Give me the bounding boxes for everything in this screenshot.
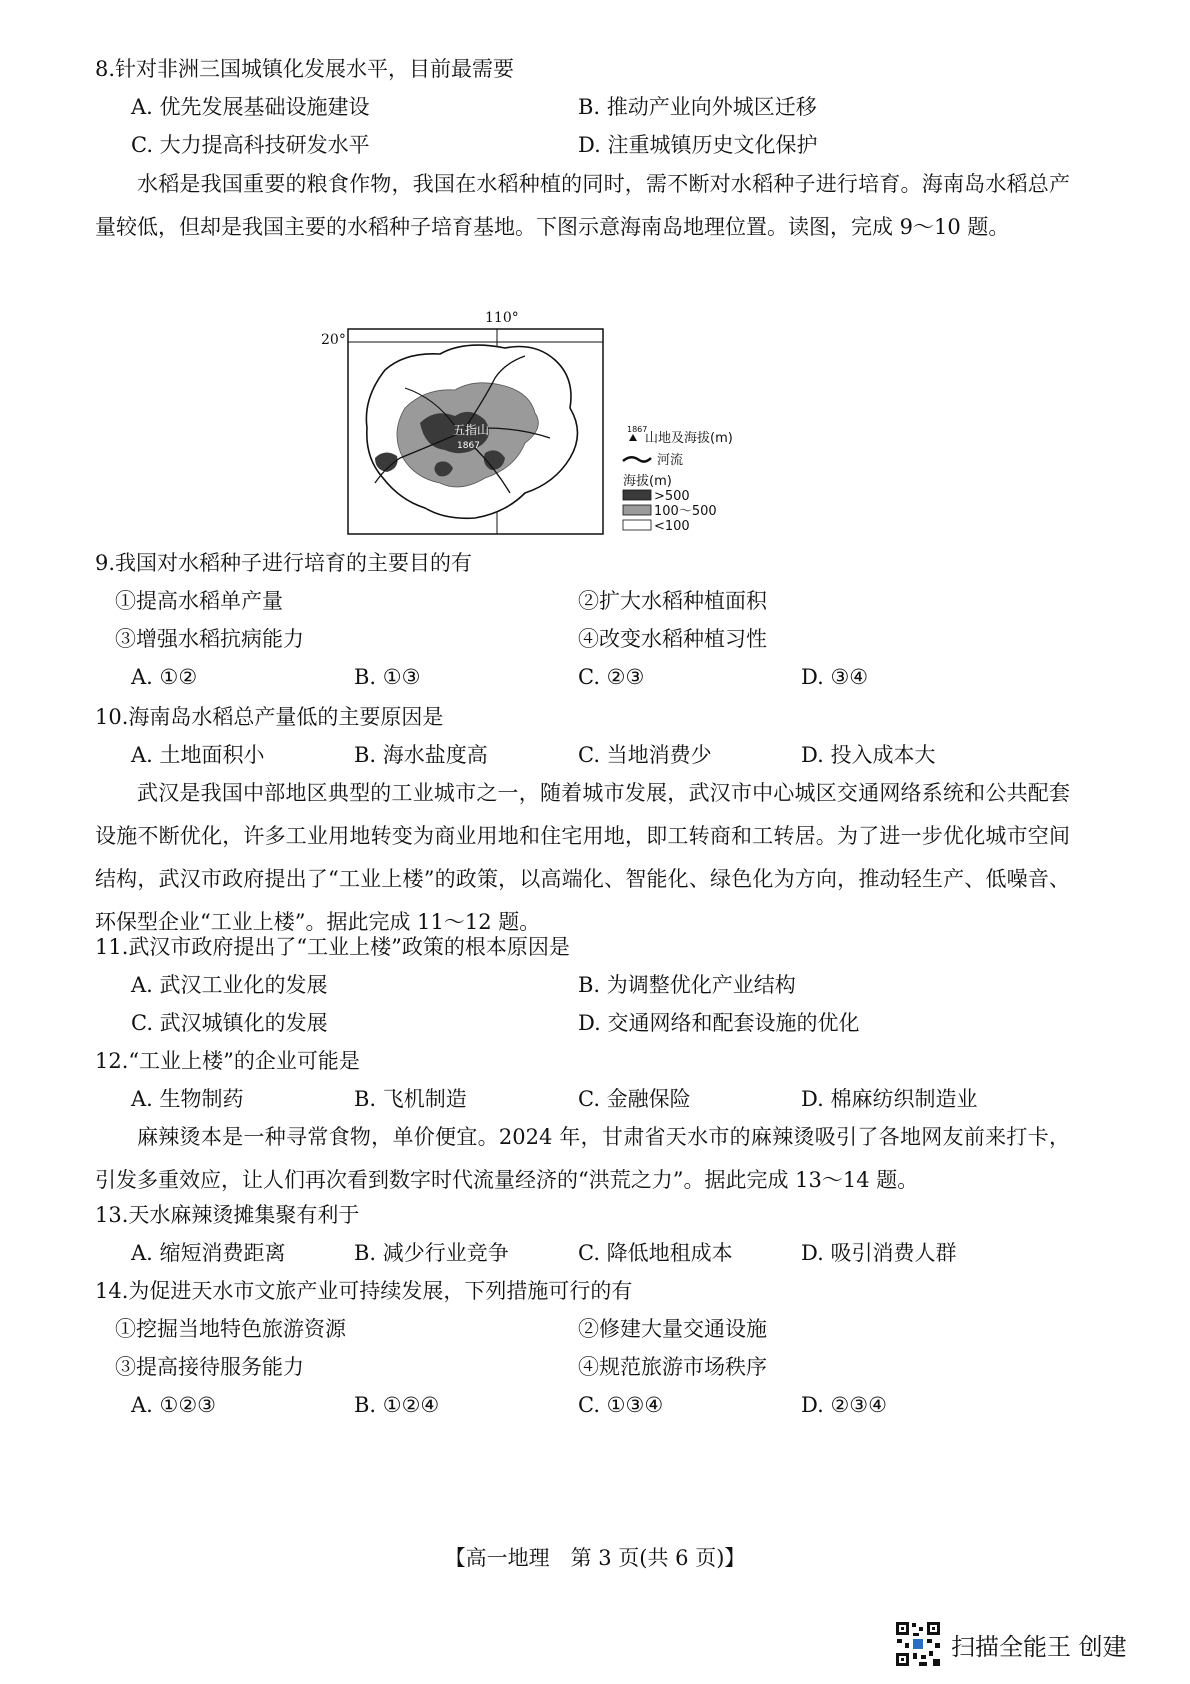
- question-9-option-b: B. ①③: [354, 665, 421, 689]
- map-legend: [623, 425, 733, 534]
- question-8-option-b: B. 推动产业向外城区迁移: [578, 95, 817, 119]
- legend-high-swatch: [623, 490, 651, 500]
- question-9-option-a: A. ①②: [131, 665, 198, 689]
- question-9-option-d: D. ③④: [801, 665, 869, 689]
- legend-low: <100: [654, 519, 690, 534]
- question-8-option-d: D. 注重城镇历史文化保护: [578, 133, 818, 157]
- legend-low-swatch: [623, 520, 651, 530]
- page-footer: 【高一地理 第 3 页(共 6 页)】: [444, 1546, 746, 1570]
- question-10-option-d: D. 投入成本大: [801, 743, 936, 767]
- latitude-label: 20°: [321, 332, 346, 348]
- question-10-option-b: B. 海水盐度高: [354, 743, 488, 767]
- peak-name: 五指山: [453, 423, 490, 437]
- question-11-option-b: B. 为调整优化产业结构: [578, 973, 796, 997]
- legend-mid: 100～500: [654, 504, 717, 519]
- hainan-map: [321, 308, 815, 583]
- question-14-option-c: C. ①③④: [578, 1393, 664, 1417]
- passage-wuhan: 武汉是我国中部地区典型的工业城市之一，随着城市发展，武汉市中心城区交通网络系统和公共配套设施不断优化，许多工业用地转变为商业用地和住宅用地，即工转商和工转居。为了进一步优化城市空间结构，武汉市政府提出了“工业上楼”的政策，以高端化、智能化、绿色化为方向，推动轻生产、低噪音、环保型企业“工业上楼”。据此完成 11～12 题。: [95, 781, 1070, 934]
- question-12-option-a: A. 生物制药: [131, 1087, 244, 1111]
- question-9-item-3: ③增强水稻抗病能力: [115, 627, 304, 651]
- question-14-stem: 14.为促进天水市文旅产业可持续发展，下列措施可行的有: [95, 1279, 633, 1303]
- legend-peak: 山地及海拔(m): [645, 431, 733, 446]
- hainan-map-figure: [321, 308, 815, 583]
- question-13-option-c: C. 降低地租成本: [578, 1241, 733, 1265]
- question-13-option-d: D. 吸引消费人群: [801, 1241, 957, 1265]
- river-icon: [623, 457, 651, 461]
- question-8-stem: 8.针对非洲三国城镇化发展水平，目前最需要: [95, 57, 515, 81]
- question-12-option-d: D. 棉麻纺织制造业: [801, 1087, 978, 1111]
- legend-elevation-title: 海拔(m): [623, 474, 672, 489]
- longitude-label: 110°: [485, 310, 519, 326]
- question-14-item-4: ④规范旅游市场秩序: [578, 1355, 767, 1379]
- legend-river: 河流: [657, 453, 684, 468]
- question-9-option-c: C. ②③: [578, 665, 645, 689]
- question-12-stem: 12.“工业上楼”的企业可能是: [95, 1049, 360, 1073]
- passage-rice: 水稻是我国重要的粮食作物，我国在水稻种植的同时，需不断对水稻种子进行培育。海南岛水稻总产量较低，但却是我国主要的水稻种子培育基地。下图示意海南岛地理位置。读图，完成 9～10 题。: [95, 172, 1070, 239]
- question-14-item-2: ②修建大量交通设施: [578, 1317, 767, 1341]
- question-13-option-b: B. 减少行业竞争: [354, 1241, 509, 1265]
- question-10-stem: 10.海南岛水稻总产量低的主要原因是: [95, 705, 444, 729]
- passage-tianshui: 麻辣烫本是一种寻常食物，单价便宜。2024 年，甘肃省天水市的麻辣烫吸引了各地网友前来打卡，引发多重效应，让人们再次看到数字时代流量经济的“洪荒之力”。据此完成 13～14 题。: [95, 1125, 1070, 1192]
- question-10-option-a: A. 土地面积小: [131, 743, 265, 767]
- peak-icon: [629, 434, 637, 441]
- question-11-option-a: A. 武汉工业化的发展: [131, 973, 328, 997]
- legend-high: >500: [654, 489, 690, 504]
- question-9-stem: 9.我国对水稻种子进行培育的主要目的有: [95, 551, 473, 575]
- legend-mid-swatch: [623, 505, 651, 515]
- question-11-option-d: D. 交通网络和配套设施的优化: [578, 1011, 860, 1035]
- question-9-item-1: ①提高水稻单产量: [115, 589, 283, 613]
- question-9-item-4: ④改变水稻种植习性: [578, 627, 767, 651]
- qr-code-icon: [895, 1621, 941, 1667]
- question-13-stem: 13.天水麻辣烫摊集聚有利于: [95, 1203, 360, 1227]
- question-8-option-c: C. 大力提高科技研发水平: [131, 133, 370, 157]
- scanner-text: 扫描全能王 创建: [951, 1632, 1127, 1661]
- scanner-watermark: [895, 1620, 1127, 1668]
- question-11-option-c: C. 武汉城镇化的发展: [131, 1011, 328, 1035]
- question-12-option-c: C. 金融保险: [578, 1087, 691, 1111]
- legend-peak-value: 1867: [627, 425, 648, 434]
- question-8-option-a: A. 优先发展基础设施建设: [131, 95, 370, 119]
- question-11-stem: 11.武汉市政府提出了“工业上楼”政策的根本原因是: [95, 935, 570, 959]
- question-14-option-a: A. ①②③: [131, 1393, 216, 1417]
- question-12-option-b: B. 飞机制造: [354, 1087, 467, 1111]
- question-10-option-c: C. 当地消费少: [578, 743, 712, 767]
- question-9-item-2: ②扩大水稻种植面积: [578, 589, 767, 613]
- question-14-option-b: B. ①②④: [354, 1393, 440, 1417]
- question-13-option-a: A. 缩短消费距离: [131, 1241, 286, 1265]
- question-14-item-3: ③提高接待服务能力: [115, 1355, 304, 1379]
- peak-elevation: 1867: [457, 441, 480, 451]
- question-14-option-d: D. ②③④: [801, 1393, 887, 1417]
- question-14-item-1: ①挖掘当地特色旅游资源: [115, 1317, 346, 1341]
